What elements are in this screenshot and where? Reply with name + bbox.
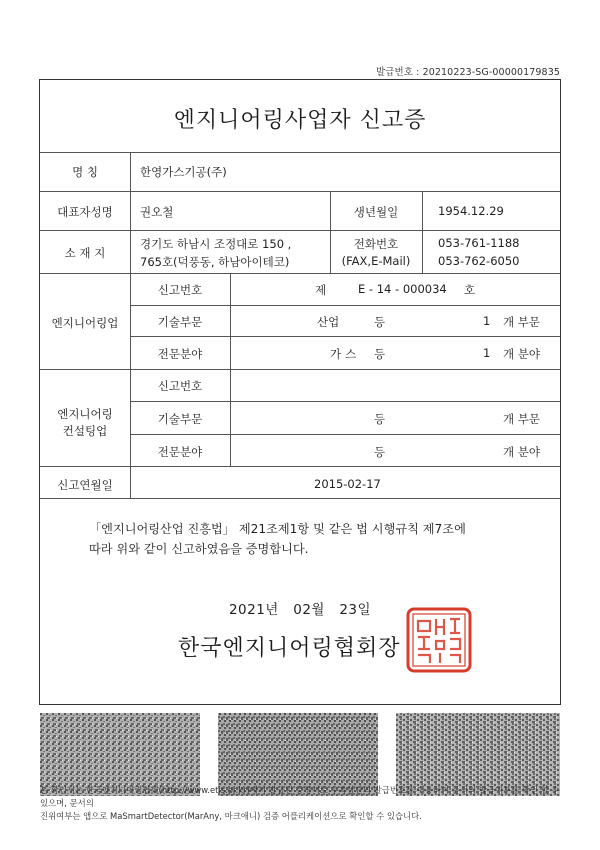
name-label: 명 칭 [72, 165, 98, 179]
rep-label: 대표자성명 [57, 205, 113, 219]
name-value: 한영가스기공(주) [140, 165, 227, 179]
phone-value: 053-761-1188 [438, 236, 520, 250]
eng-spec-value: 가스 [330, 347, 361, 361]
birth-value: 1954.12.29 [438, 204, 504, 218]
cons-spec-unit: 개 분야 [503, 445, 540, 459]
footer-note [40, 784, 570, 823]
footer-line-1: 본 확인서는 한국엔지니어링협회(http://www.etis.or.kr)에서 발급된 증명서로 우측상단의 발급번호를 이용하여 문서의 발급여부를 확인 할 수 있으며, 문서의 [40, 785, 560, 808]
eng-reg-label: 신고번호 [157, 283, 203, 297]
statement-line-1: 「엔지니어링산업 진흥법」 제21조제1항 및 같은 법 시행규칙 제7조에 [89, 522, 466, 536]
eng-tech-unit: 개 부문 [503, 315, 540, 329]
eng-tech-count: 1 [483, 314, 491, 328]
official-seal-icon [406, 607, 472, 673]
certificate-title: 엔지니어링사업자 신고증 [173, 108, 427, 133]
eng-tech-value: 산업 [317, 315, 340, 329]
eng-spec-label: 전문분야 [157, 347, 203, 361]
eng-reg-number: E - 14 - 000034 [358, 282, 447, 296]
cons-spec-grade: 등 [374, 445, 386, 459]
cons-reg-label: 신고번호 [157, 379, 203, 393]
statement [89, 519, 529, 559]
certificate-frame [39, 79, 561, 705]
footer-line-2: 진위여부는 앱으로 MaSmartDetector(MarAny, 마크애니) 검증 어플리케이션으로 확인할 수 있습니다. [40, 811, 422, 821]
statement-line-2: 따라 위와 같이 신고하였음을 증명합니다. [89, 542, 309, 556]
consulting-section-label-2: 컨설팅업 [62, 424, 108, 438]
address-line1: 경기도 하남시 조정대로 150 , [140, 237, 292, 251]
address-label: 소 재 지 [64, 246, 106, 260]
eng-tech-label: 기술부문 [157, 315, 203, 329]
eng-spec-grade: 등 [374, 347, 386, 361]
issue-date: 2021년 02월 23일 [228, 602, 372, 618]
cons-tech-unit: 개 부문 [503, 412, 540, 426]
report-date-value: 2015-02-17 [314, 477, 381, 491]
rep-value: 권오철 [140, 205, 174, 219]
eng-reg-suffix: 호 [464, 283, 476, 297]
fax-value: 053-762-6050 [438, 254, 520, 268]
report-date-label: 신고연월일 [57, 478, 113, 492]
consulting-section-label-1: 엔지니어링 [57, 407, 113, 421]
address-line2: 765호(덕풍동, 하남아이테코) [140, 255, 290, 269]
cons-spec-label: 전문분야 [157, 445, 203, 459]
birth-label: 생년월일 [353, 205, 399, 219]
cons-tech-label: 기술부문 [157, 412, 203, 426]
eng-tech-grade: 등 [374, 315, 386, 329]
eng-spec-count: 1 [483, 346, 491, 360]
engineering-section-label: 엔지니어링업 [51, 316, 119, 330]
eng-reg-prefix: 제 [315, 283, 327, 297]
issuer-name: 한국엔지니어링협회장 [178, 636, 401, 661]
issue-number: 발급번호 : 20210223-SG-00000179835 [375, 67, 560, 78]
eng-spec-unit: 개 분야 [503, 347, 540, 361]
phone-label: 전화번호 [353, 237, 399, 251]
cons-tech-grade: 등 [374, 412, 386, 426]
fax-email-label: (FAX,E-Mail) [341, 254, 411, 268]
